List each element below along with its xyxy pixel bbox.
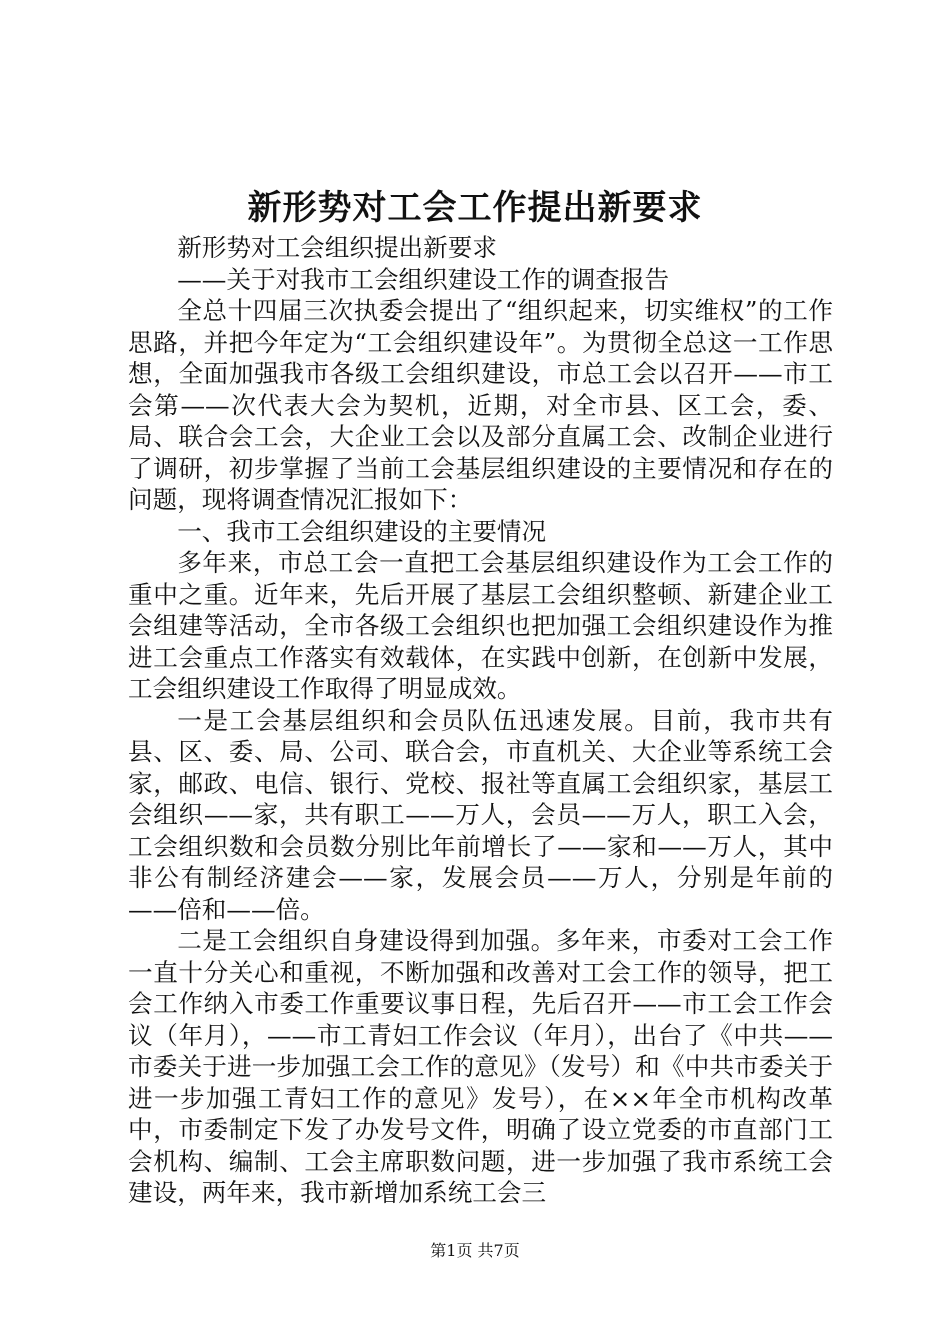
body-paragraph: 一是工会基层组织和会员队伍迅速发展。目前，我市共有县、区、委、局、公司、联合会，市直机关、大企业等系统工会家，邮政、电信、银行、党校、报社等直属工会组织家，基层工会组织——家，共有职工——万人，会员——万人，职工入会，工会组织数和会员数分别比年前增长了——家和——万人，其中非公有制经济建会——家，发展会员——万人，分别是年前的——倍和——倍。 (128, 705, 833, 924)
subtitle: 新形势对工会组织提出新要求 (177, 233, 497, 262)
body-paragraph: 全总十四届三次执委会提出了“组织起来，切实维权”的工作思路，并把今年定为“工会组织建设年”。为贯彻全总这一工作思想，全面加强我市各级工会组织建设，市总工会以召开——市工会第——次代表大会为契机，近期，对全市县、区工会，委、局、联合会工会，大企业工会以及部分直属工会、改制企业进行了调研，初步掌握了当前工会基层组织建设的主要情况和存在的问题，现将调查情况汇报如下： (128, 296, 833, 514)
body-paragraph: 多年来，市总工会一直把工会基层组织建设作为工会工作的重中之重。近年来，先后开展了基层工会组织整顿、新建企业工会组建等活动，全市各级工会组织也把加强工会组织建设作为推进工会重点工作落实有效载体，在实践中创新，在创新中发展，工会组织建设工作取得了明显成效。 (128, 548, 833, 703)
document-title: 新形势对工会工作提出新要求 (247, 188, 703, 228)
report-subheading: ——关于对我市工会组织建设工作的调查报告 (177, 264, 670, 294)
body-paragraph: 二是工会组织自身建设得到加强。多年来，市委对工会工作一直十分关心和重视，不断加强和改善对工会工作的领导，把工会工作纳入市委工作重要议事日程，先后召开——市工会工作会议（年月），——市工青妇工作会议（年月），出台了《中共——市委关于进一步加强工会工作的意见》（发号）和《中共市委关于进一步加强工青妇工作的意见》发号），在××年全市机构改革中，市委制定下发了办发号文件，明确了设立党委的市直部门工会机构、编制、工会主席职数问题，进一步加强了我市系统工会建设，两年来，我市新增加系统工会三 (128, 926, 833, 1207)
section-heading: 一、我市工会组织建设的主要情况 (177, 516, 547, 546)
document-body (128, 232, 833, 1209)
page-footer: 第1页 共7页 (430, 1241, 520, 1260)
